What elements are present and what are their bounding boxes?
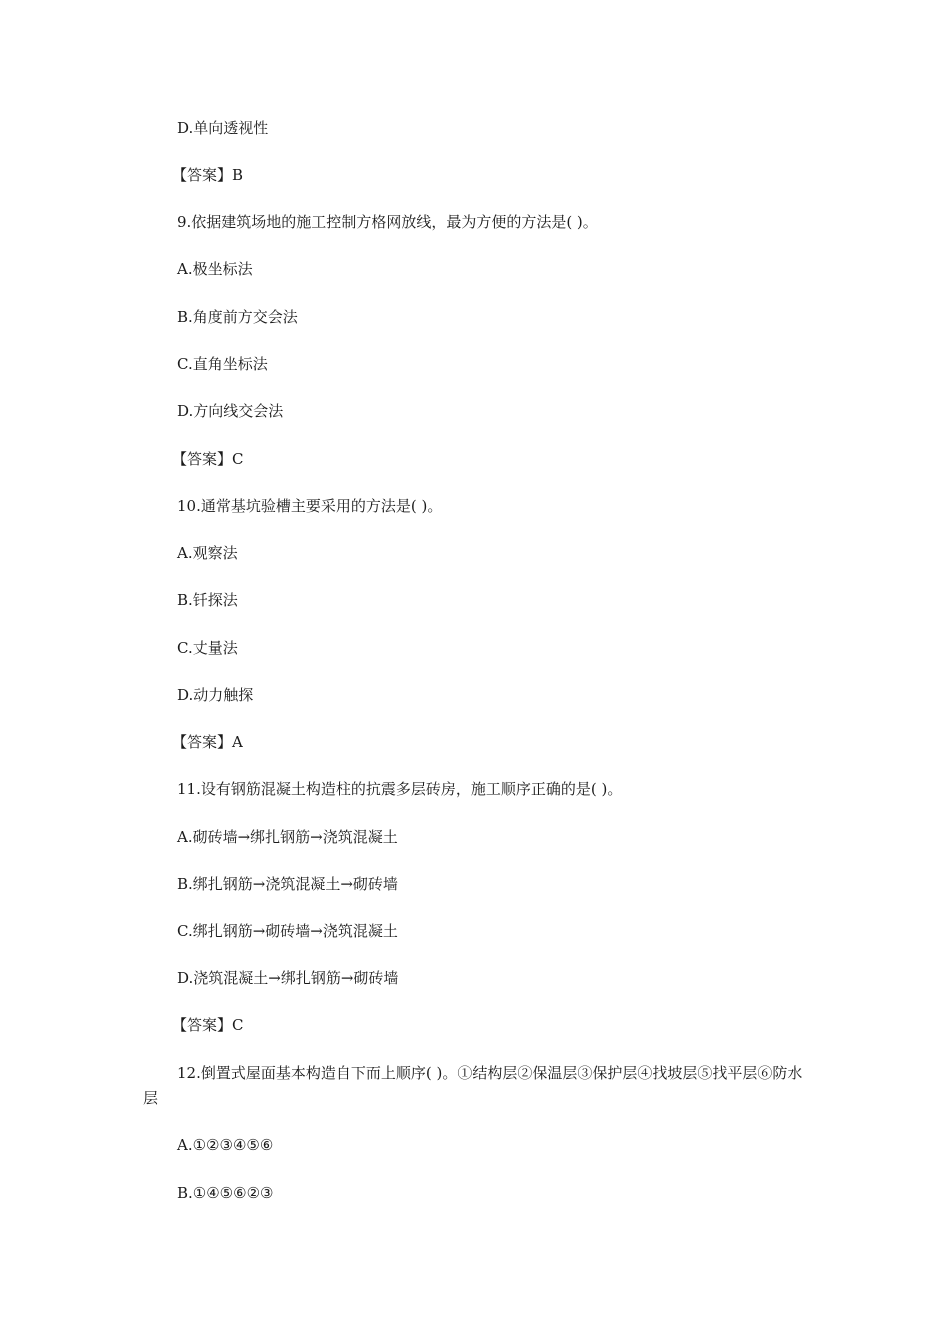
q9-option-b: B.角度前方交会法 <box>177 308 298 326</box>
q9-answer: 【答案】C <box>172 450 244 468</box>
q10-option-b: B.钎探法 <box>177 591 238 609</box>
q10-option-d: D.动力触探 <box>177 686 254 704</box>
q10-answer: 【答案】A <box>172 733 243 751</box>
q9-option-c: C.直角坐标法 <box>177 355 268 373</box>
q9-question: 9.依据建筑场地的施工控制方格网放线，最为方便的方法是( )。 <box>177 213 598 231</box>
q10-option-c: C.丈量法 <box>177 639 238 657</box>
q12-question: 12.倒置式屋面基本构造自下而上顺序( )。①结构层②保温层③保护层④找坡层⑤找平层⑥防水层 <box>143 1064 803 1107</box>
q8-answer: 【答案】B <box>172 166 244 184</box>
q11-option-c: C.绑扎钢筋→砌砖墙→浇筑混凝土 <box>177 922 398 940</box>
q9-option-d: D.方向线交会法 <box>177 402 284 420</box>
q11-answer: 【答案】C <box>172 1016 244 1034</box>
q12-option-a: A.①②③④⑤⑥ <box>177 1136 274 1154</box>
q10-option-a: A.观察法 <box>177 544 238 562</box>
q10-question: 10.通常基坑验槽主要采用的方法是( )。 <box>177 497 443 515</box>
q8-option-d: D.单向透视性 <box>177 119 269 137</box>
q11-question: 11.设有钢筋混凝土构造柱的抗震多层砖房，施工顺序正确的是( )。 <box>177 780 623 798</box>
q11-option-a: A.砌砖墙→绑扎钢筋→浇筑混凝土 <box>177 828 398 846</box>
q11-option-d: D.浇筑混凝土→绑扎钢筋→砌砖墙 <box>177 969 399 987</box>
q11-option-b: B.绑扎钢筋→浇筑混凝土→砌砖墙 <box>177 875 398 893</box>
q9-option-a: A.极坐标法 <box>177 260 253 278</box>
q12-option-b: B.①④⑤⑥②③ <box>177 1184 274 1202</box>
